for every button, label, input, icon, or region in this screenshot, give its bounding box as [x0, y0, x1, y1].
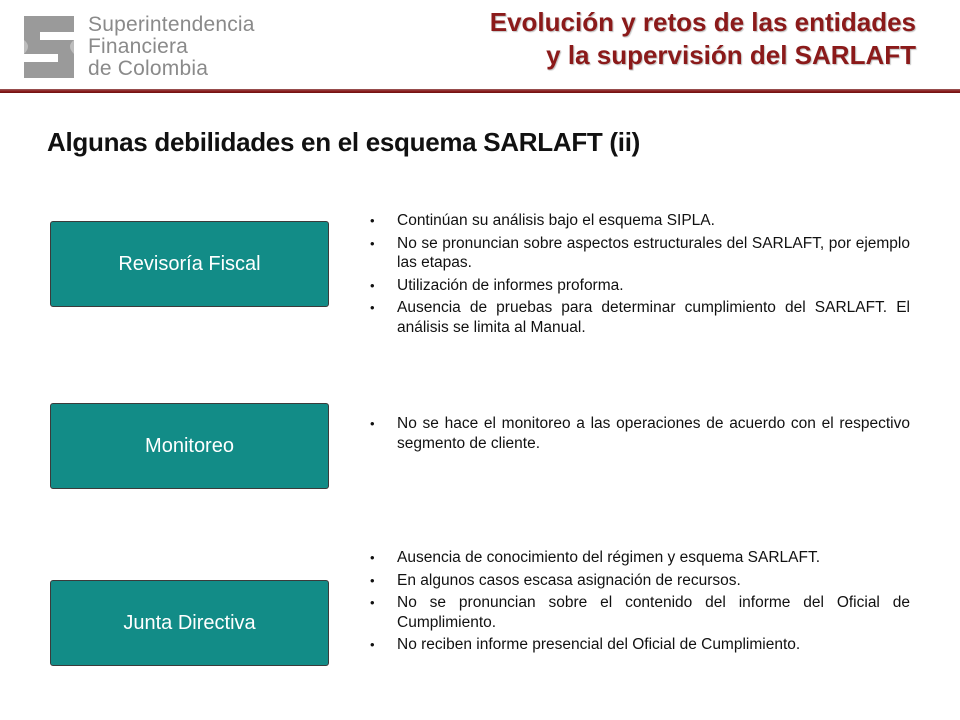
slide-title: [490, 6, 916, 72]
bullet-text: No se hace el monitoreo a las operaciones de acuerdo con el respectivo segmento de cliente.: [397, 415, 910, 452]
logo-text: [88, 14, 255, 80]
bullet-item: [370, 593, 910, 632]
bullet-text: No se pronuncian sobre aspectos estructurales del SARLAFT, por ejemplo las etapas.: [397, 234, 910, 271]
bullet-item: [370, 298, 910, 337]
bullet-text: En algunos casos escasa asignación de recursos.: [397, 571, 741, 589]
logo-s-mark-icon: [20, 12, 78, 82]
bullet-icon: •: [370, 550, 375, 565]
bullet-icon: •: [370, 277, 375, 293]
logo-line: de Colombia: [88, 57, 209, 80]
bullet-icon: •: [370, 637, 375, 652]
bullet-text: Utilización de informes proforma.: [397, 276, 624, 294]
bullet-item: [370, 414, 910, 453]
bullet-text: Ausencia de pruebas para determinar cumplimiento del SARLAFT. El análisis se limita al Manual.: [397, 299, 910, 336]
bullet-text: Ausencia de conocimiento del régimen y esquema SARLAFT.: [397, 549, 821, 566]
header-divider: [0, 89, 960, 93]
monitoreo-box: [50, 403, 329, 489]
junta-directiva-box: [50, 580, 329, 666]
logo-line: Superintendencia: [88, 13, 255, 36]
slide-header: [0, 0, 960, 92]
title-line-1: Evolución y retos de las entidades: [489, 7, 916, 37]
revisoria-fiscal-box: [50, 221, 329, 307]
bullet-item: [370, 234, 910, 273]
box-label: Revisoría Fiscal: [118, 252, 261, 275]
bullet-text: No se pronuncian sobre el contenido del informe del Oficial de Cumplimiento.: [397, 594, 910, 631]
logo-line: Financiera: [88, 35, 189, 58]
bullet-icon: •: [370, 300, 375, 315]
bullet-item: [370, 276, 910, 296]
bullet-text: Continúan su análisis bajo el esquema SIPLA.: [397, 212, 715, 229]
section-heading: Algunas debilidades en el esquema SARLAFT (ii): [47, 127, 640, 157]
revisoria-fiscal-bullets: [370, 211, 910, 340]
box-label: Junta Directiva: [123, 611, 256, 634]
monitoreo-bullets: [370, 414, 910, 456]
bullet-icon: •: [370, 213, 375, 228]
bullet-item: [370, 211, 910, 231]
title-line-2: y la supervisión del SARLAFT: [546, 40, 916, 70]
bullet-item: [370, 635, 910, 655]
junta-directiva-bullets: [370, 548, 910, 658]
bullet-item: [370, 548, 910, 568]
bullet-icon: •: [370, 416, 375, 431]
bullet-icon: •: [370, 595, 375, 610]
bullet-text: No reciben informe presencial del Oficial de Cumplimiento.: [397, 636, 801, 653]
box-label: Monitoreo: [145, 434, 234, 457]
bullet-icon: •: [370, 235, 375, 251]
bullet-icon: •: [370, 572, 375, 588]
logo: [20, 12, 255, 82]
bullet-item: [370, 571, 910, 591]
